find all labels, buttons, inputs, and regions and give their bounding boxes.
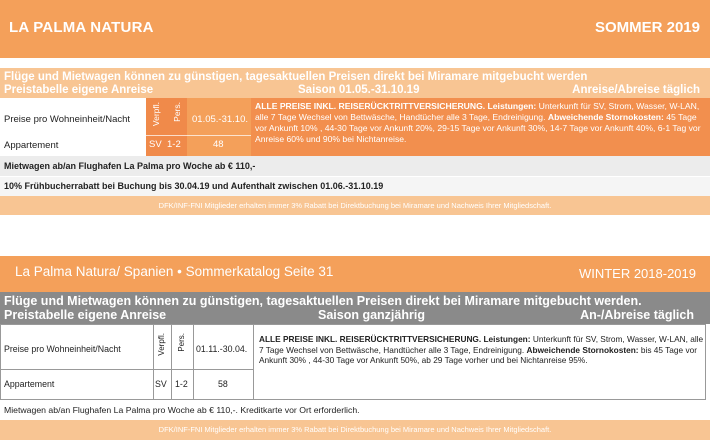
sommer-col-verpfl: Verpfl.: [151, 102, 161, 127]
winter-footer: DFK/INF-FNI Mitglieder erhalten immer 3% Rabatt bei Direktbuchung bei Miramare und Nachweis Ihrer Mitgliedschaft.: [0, 420, 710, 440]
sommer-col-dates: 01.05.-31.10.: [192, 114, 248, 125]
winter-season: WINTER 2018-2019: [578, 266, 696, 281]
sommer-col-pers: Pers.: [171, 102, 182, 122]
sommer-footer: DFK/INF-FNI Mitglieder erhalten immer 3% Rabatt bei Direktbuchung bei Miramare und Nachweis Ihrer Mitgliedschaft.: [0, 196, 710, 215]
sommer-rabatt: 10% Frühbucherrabatt bei Buchung bis 30.04.19 und Aufenthalt zwischen 01.06.-31.10.19: [4, 181, 384, 191]
winter-unit-name: Appartement: [4, 379, 55, 389]
winter-unit-verpfl: SV: [155, 379, 167, 389]
sommer-price-table: [0, 98, 710, 156]
winter-title: La Palma Natura/ Spanien • Sommerkatalog Seite 31: [15, 264, 334, 279]
sommer-unit-verpfl: SV: [149, 139, 162, 150]
winter-mietwagen: Mietwagen ab/an Flughafen La Palma pro Woche ab € 110,-. Kreditkarte vor Ort erforderlich.: [4, 405, 360, 415]
winter-col-label: Preise pro Wohneinheit/Nacht: [4, 344, 121, 354]
winter-band-saison: Saison ganzjährig: [318, 308, 425, 322]
sommer-unit-name: Appartement: [4, 140, 59, 151]
sommer-rabatt-row: [0, 177, 710, 196]
sommer-notes-text2: 45 Tage vor Ankunft 10% , 44-30 Tage vor Ankunft 20%, 29-15 Tage vor Ankunft 30%, 14-7 Tage vor Ankunft 40%, 6-1 Tag vor Anreise 60% und 90% bei Nichtanreise.: [255, 112, 701, 144]
sommer-mietwagen-row: [0, 156, 710, 176]
winter-mietwagen-row: [0, 404, 706, 417]
winter-notes-bold1: ALLE PREISE INKL. REISERÜCKTRITTVERSICHERUNG. Leistungen:: [259, 334, 531, 344]
winter-col-divider: [171, 325, 172, 399]
sommer-notes-bold1: ALLE PREISE INKL. REISERÜCKTRITTVERSICHERUNG. Leistungen:: [255, 101, 537, 111]
winter-notes-text2: bis 45 Tage vor Ankunft 30% , 44-30 Tage vor Ankunft 50%, ab 29 Tage vorher und bei Nichtanreise 95%.: [259, 344, 697, 366]
winter-price-table: [0, 324, 706, 400]
sommer-band-pricetable: Preistabelle eigene Anreise: [4, 84, 154, 96]
sommer-mietwagen: Mietwagen ab/an Flughafen La Palma pro Woche ab € 110,-: [4, 161, 256, 171]
winter-band-arrival: An-/Abreise täglich: [580, 308, 694, 322]
sommer-band-arrival: Anreise/Abreise täglich: [572, 84, 700, 96]
sommer-col-label: Preise pro Wohneinheit/Nacht: [4, 114, 131, 125]
sommer-header: [0, 0, 710, 58]
winter-price-block: [0, 256, 710, 445]
sommer-dates-cell: [187, 98, 251, 156]
winter-unit-price: 58: [218, 379, 228, 389]
winter-info-band: [0, 292, 710, 324]
sommer-unit-pers: 1-2: [167, 139, 181, 150]
sommer-band-line1: Flüge und Mietwagen können zu günstigen, tagesaktuellen Preisen direkt bei Miramare mitgebucht werden: [4, 71, 588, 83]
winter-band-line1: Flüge und Mietwagen können zu günstigen, tagesaktuellen Preisen direkt bei Miramare mitgebucht werden.: [4, 294, 642, 308]
winter-row-divider: [1, 369, 253, 370]
winter-notes: [259, 334, 705, 366]
sommer-season: SOMMER 2019: [594, 19, 700, 36]
sommer-label-cell: [0, 98, 146, 156]
sommer-pers-cell: [166, 98, 187, 156]
winter-unit-pers: 1-2: [175, 379, 188, 389]
sommer-info-band: [0, 68, 710, 98]
winter-col-pers: Pers.: [177, 333, 186, 352]
sommer-notes-text1: Unterkunft für SV, Strom, Wasser, W-LAN, alle 7 Tage Wechsel von Bettwäsche, Handtücher alle 3 Tage, Endreinigung.: [255, 101, 700, 122]
winter-col-divider: [253, 325, 254, 399]
winter-col-divider: [193, 325, 194, 399]
winter-header: [0, 256, 710, 292]
sommer-price-block: [0, 0, 710, 215]
winter-band-pricetable: Preistabelle eigene Anreise: [4, 308, 167, 322]
sommer-title: LA PALMA NATURA: [9, 19, 154, 36]
sommer-verpfl-cell: [146, 98, 166, 156]
winter-col-verpfl: Verpfl.: [157, 333, 166, 356]
winter-col-dates: 01.11.-30.04.: [196, 344, 248, 354]
winter-notes-text1: Unterkunft für SV, Strom, Wasser, W-LAN, alle 7 Tage Wechsel von Bettwäsche, Handtücher alle 3 Tage, Endreinigung.: [259, 334, 704, 355]
sommer-notes: [251, 98, 710, 156]
sommer-notes-bold2: Abweichende Stornokosten:: [547, 112, 664, 122]
sommer-row-divider: [146, 135, 251, 136]
winter-notes-bold2: Abweichende Stornokosten:: [526, 344, 639, 355]
sommer-band-saison: Saison 01.05.-31.10.19: [298, 84, 420, 96]
sommer-unit-price: 48: [213, 139, 224, 150]
winter-col-divider: [153, 325, 154, 399]
